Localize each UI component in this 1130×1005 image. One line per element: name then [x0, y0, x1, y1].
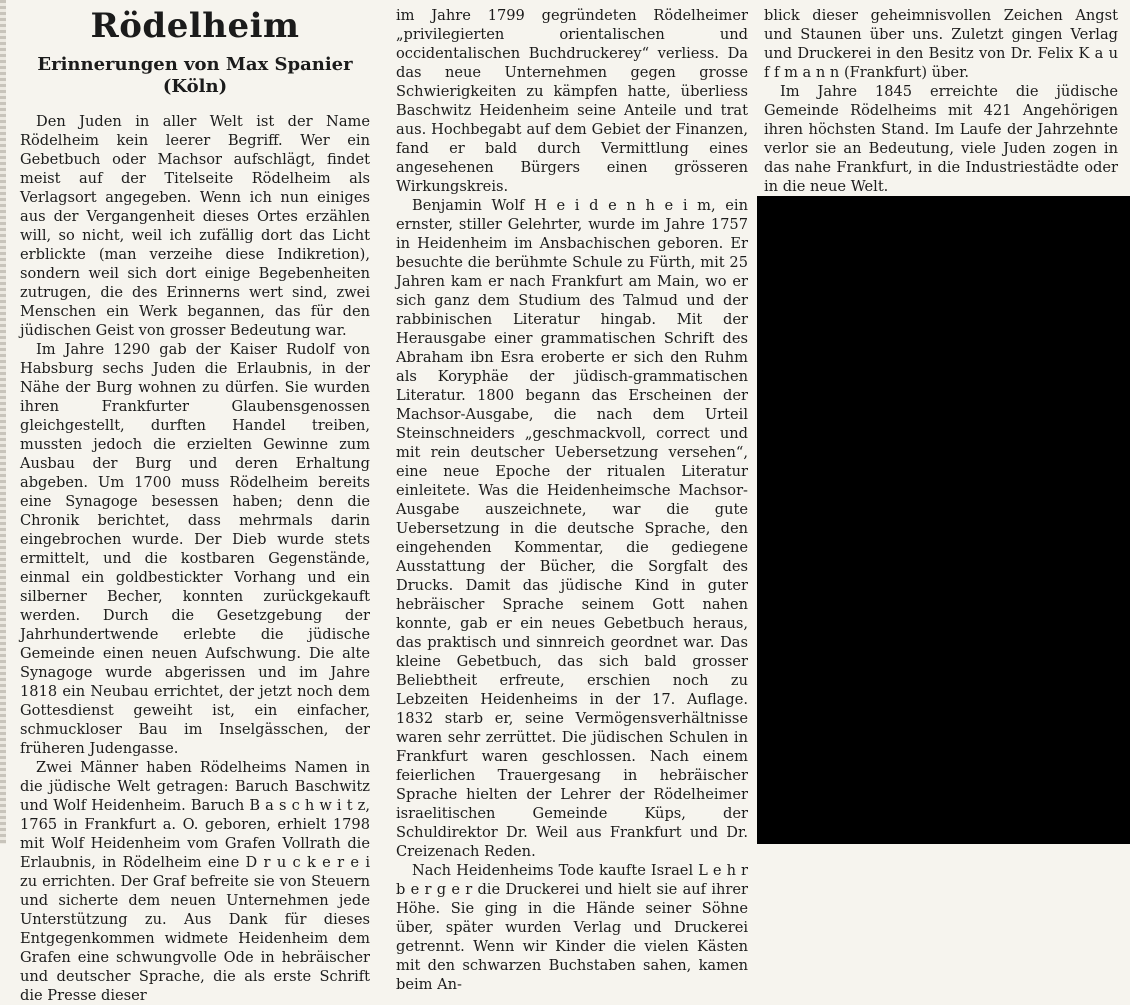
- paragraph: Im Jahre 1845 erreichte die jüdische Gemeinde Rödelheims mit 421 Angehörigen ihren höchsten Stand. Im Laufe der Jahrzehnte verlor sie an Bedeutung, viele Juden zogen in das nahe Frankfurt, in die Industriestädte oder in die neue Welt.: [764, 83, 1118, 195]
- page-edge: [0, 0, 6, 844]
- paragraph: Den Juden in aller Welt ist der Name Rödelheim kein leerer Begriff. Wer ein Gebetbuch oder Machsor aufschlägt, findet meist auf der Titelseite Rödelheim als Verlagsort angegeben. Wenn ich nun einiges aus der Vergangenheit dieses Ortes erzählen will, so nicht, weil ich zufällig dort das Licht erblickte (man verzeihe diese Indikretion), sondern weil sich dort einige Begebenheiten zutrugen, die des Erinnerns wert sind, zwei Menschen ein Werk begannen, das für den jüdischen Geist von grosser Bedeutung war.: [20, 113, 370, 339]
- paragraph: blick dieser geheimnisvollen Zeichen Angst und Staunen über uns. Zuletzt gingen Verlag und Druckerei in den Besitz von Dr. Felix K a u f f m a n n (Frankfurt) über.: [764, 7, 1118, 81]
- paragraph: Benjamin Wolf H e i d e n h e i m, ein ernster, stiller Gelehrter, wurde im Jahre 1757 in Heidenheim im Ansbachischen geboren. Er besuchte die berühmte Schule zu Fürth, mit 25 Jahren kam er nach Frankfurt am Main, wo er sich ganz dem Studium des Talmud und der rabbinischen Literatur hingab. Mit der Herausgabe einer grammatischen Schrift des Abraham ibn Esra eroberte er sich den Ruhm als Koryphäe der jüdisch-grammatischen Literatur. 1800 begann das Erscheinen der Machsor-Ausgabe, die nach dem Urteil Steinschneiders „geschmackvoll, correct und mit rein deutscher Uebersetzung versehen“, eine neue Epoche der ritualen Literatur einleitete. Was die Heidenheimsche Machsor-Ausgabe auszeichnete, war die gute Uebersetzung in die deutsche Sprache, den eingehenden Kommentar, die gediegene Ausstattung der Bücher, die Sorgfalt des Drucks. Damit das jüdische Kind in guter hebräischer Sprache seinem Gott nahen konnte, gab er ein neues Gebetbuch heraus, das praktisch und sinnreich geordnet war. Das kleine Gebetbuch, das sich bald grosser Beliebtheit erfreute, erschien noch zu Lebzeiten Heidenheims in der 17. Auflage. 1832 starb er, seine Vermögensverhältnisse waren sehr zerrüttet. Die jüdischen Schulen in Frankfurt waren geschlossen. Nach einem feierlichen Trauergesang in hebräischer Sprache hielten der Lehrer der Rödelheimer israelitischen Gemeinde Küps, der Schuldirektor Dr. Weil aus Frankfurt und Dr. Creizenach Reden.: [396, 197, 748, 860]
- redacted-block: [757, 196, 1130, 844]
- article-title: Rödelheim: [90, 6, 300, 46]
- paragraph: Nach Heidenheims Tode kaufte Israel L e h r b e r g e r die Druckerei und hielt sie auf ihrer Höhe. Sie ging in die Hände seiner Söhne über, später wurden Verlag und Druckerei getrennt. Wenn wir Kinder die vielen Kästen mit den schwarzen Buchstaben sahen, kamen beim An-: [396, 862, 748, 993]
- paragraph: Im Jahre 1290 gab der Kaiser Rudolf von Habsburg sechs Juden die Erlaubnis, in der Nähe der Burg wohnen zu dürfen. Sie wurden ihren Frankfurter Glaubensgenossen gleichgestellt, durften Handel treiben, mussten jedoch die erzielten Gewinne zum Ausbau der Burg und deren Erhaltung abgeben. Um 1700 muss Rödelheim bereits eine Synagoge besessen haben; denn die Chronik berichtet, dass mehrmals darin eingebrochen wurde. Der Dieb wurde stets ermittelt, und die kostbaren Gegenstände, einmal ein goldbestickter Vorhang und ein silberner Becher, konnten zurückgekauft werden. Durch die Gesetzgebung der Jahrhundertwende erlebte die jüdische Gemeinde einen neuen Aufschwung. Die alte Synagoge wurde abgerissen und im Jahre 1818 ein Neubau errichtet, der jetzt noch dem Gottesdienst geweiht ist, ein einfacher, schmuckloser Bau im Inselgässchen, der früheren Judengasse.: [20, 341, 370, 757]
- column-3: [764, 6, 1118, 196]
- column-2: [396, 6, 748, 994]
- paragraph: Zwei Männer haben Rödelheims Namen in die jüdische Welt getragen: Baruch Baschwitz und Wolf Heidenheim. Baruch B a s c h w i t z, 1765 in Frankfurt a. O. geboren, erhielt 1798 mit Wolf Heidenheim vom Grafen Vollrath die Erlaubnis, in Rödelheim eine D r u c k e r e i zu errichten. Der Graf befreite sie von Steuern und sicherte dem neuen Unternehmen jede Unterstützung zu. Aus Dank für dieses Entgegenkommen widmete Heidenheim dem Grafen eine schwungvolle Ode in hebräischer und deutscher Sprache, die als erste Schrift die Presse dieser: [20, 759, 370, 1004]
- column-1: [20, 6, 370, 1005]
- paragraph: im Jahre 1799 gegründeten Rödelheimer „privilegierten orientalischen und occidentalischen Buchdruckerey“ verliess. Da das neue Unternehmen gegen grosse Schwierigkeiten zu kämpfen hatte, überliess Baschwitz Heidenheim seine Anteile und trat aus. Hochbegabt auf dem Gebiet der Finanzen, fand er bald durch Vermittlung eines angesehenen Bürgers einen grösseren Wirkungskreis.: [396, 7, 748, 195]
- article-subtitle: Erinnerungen von Max Spanier (Köln): [37, 54, 353, 97]
